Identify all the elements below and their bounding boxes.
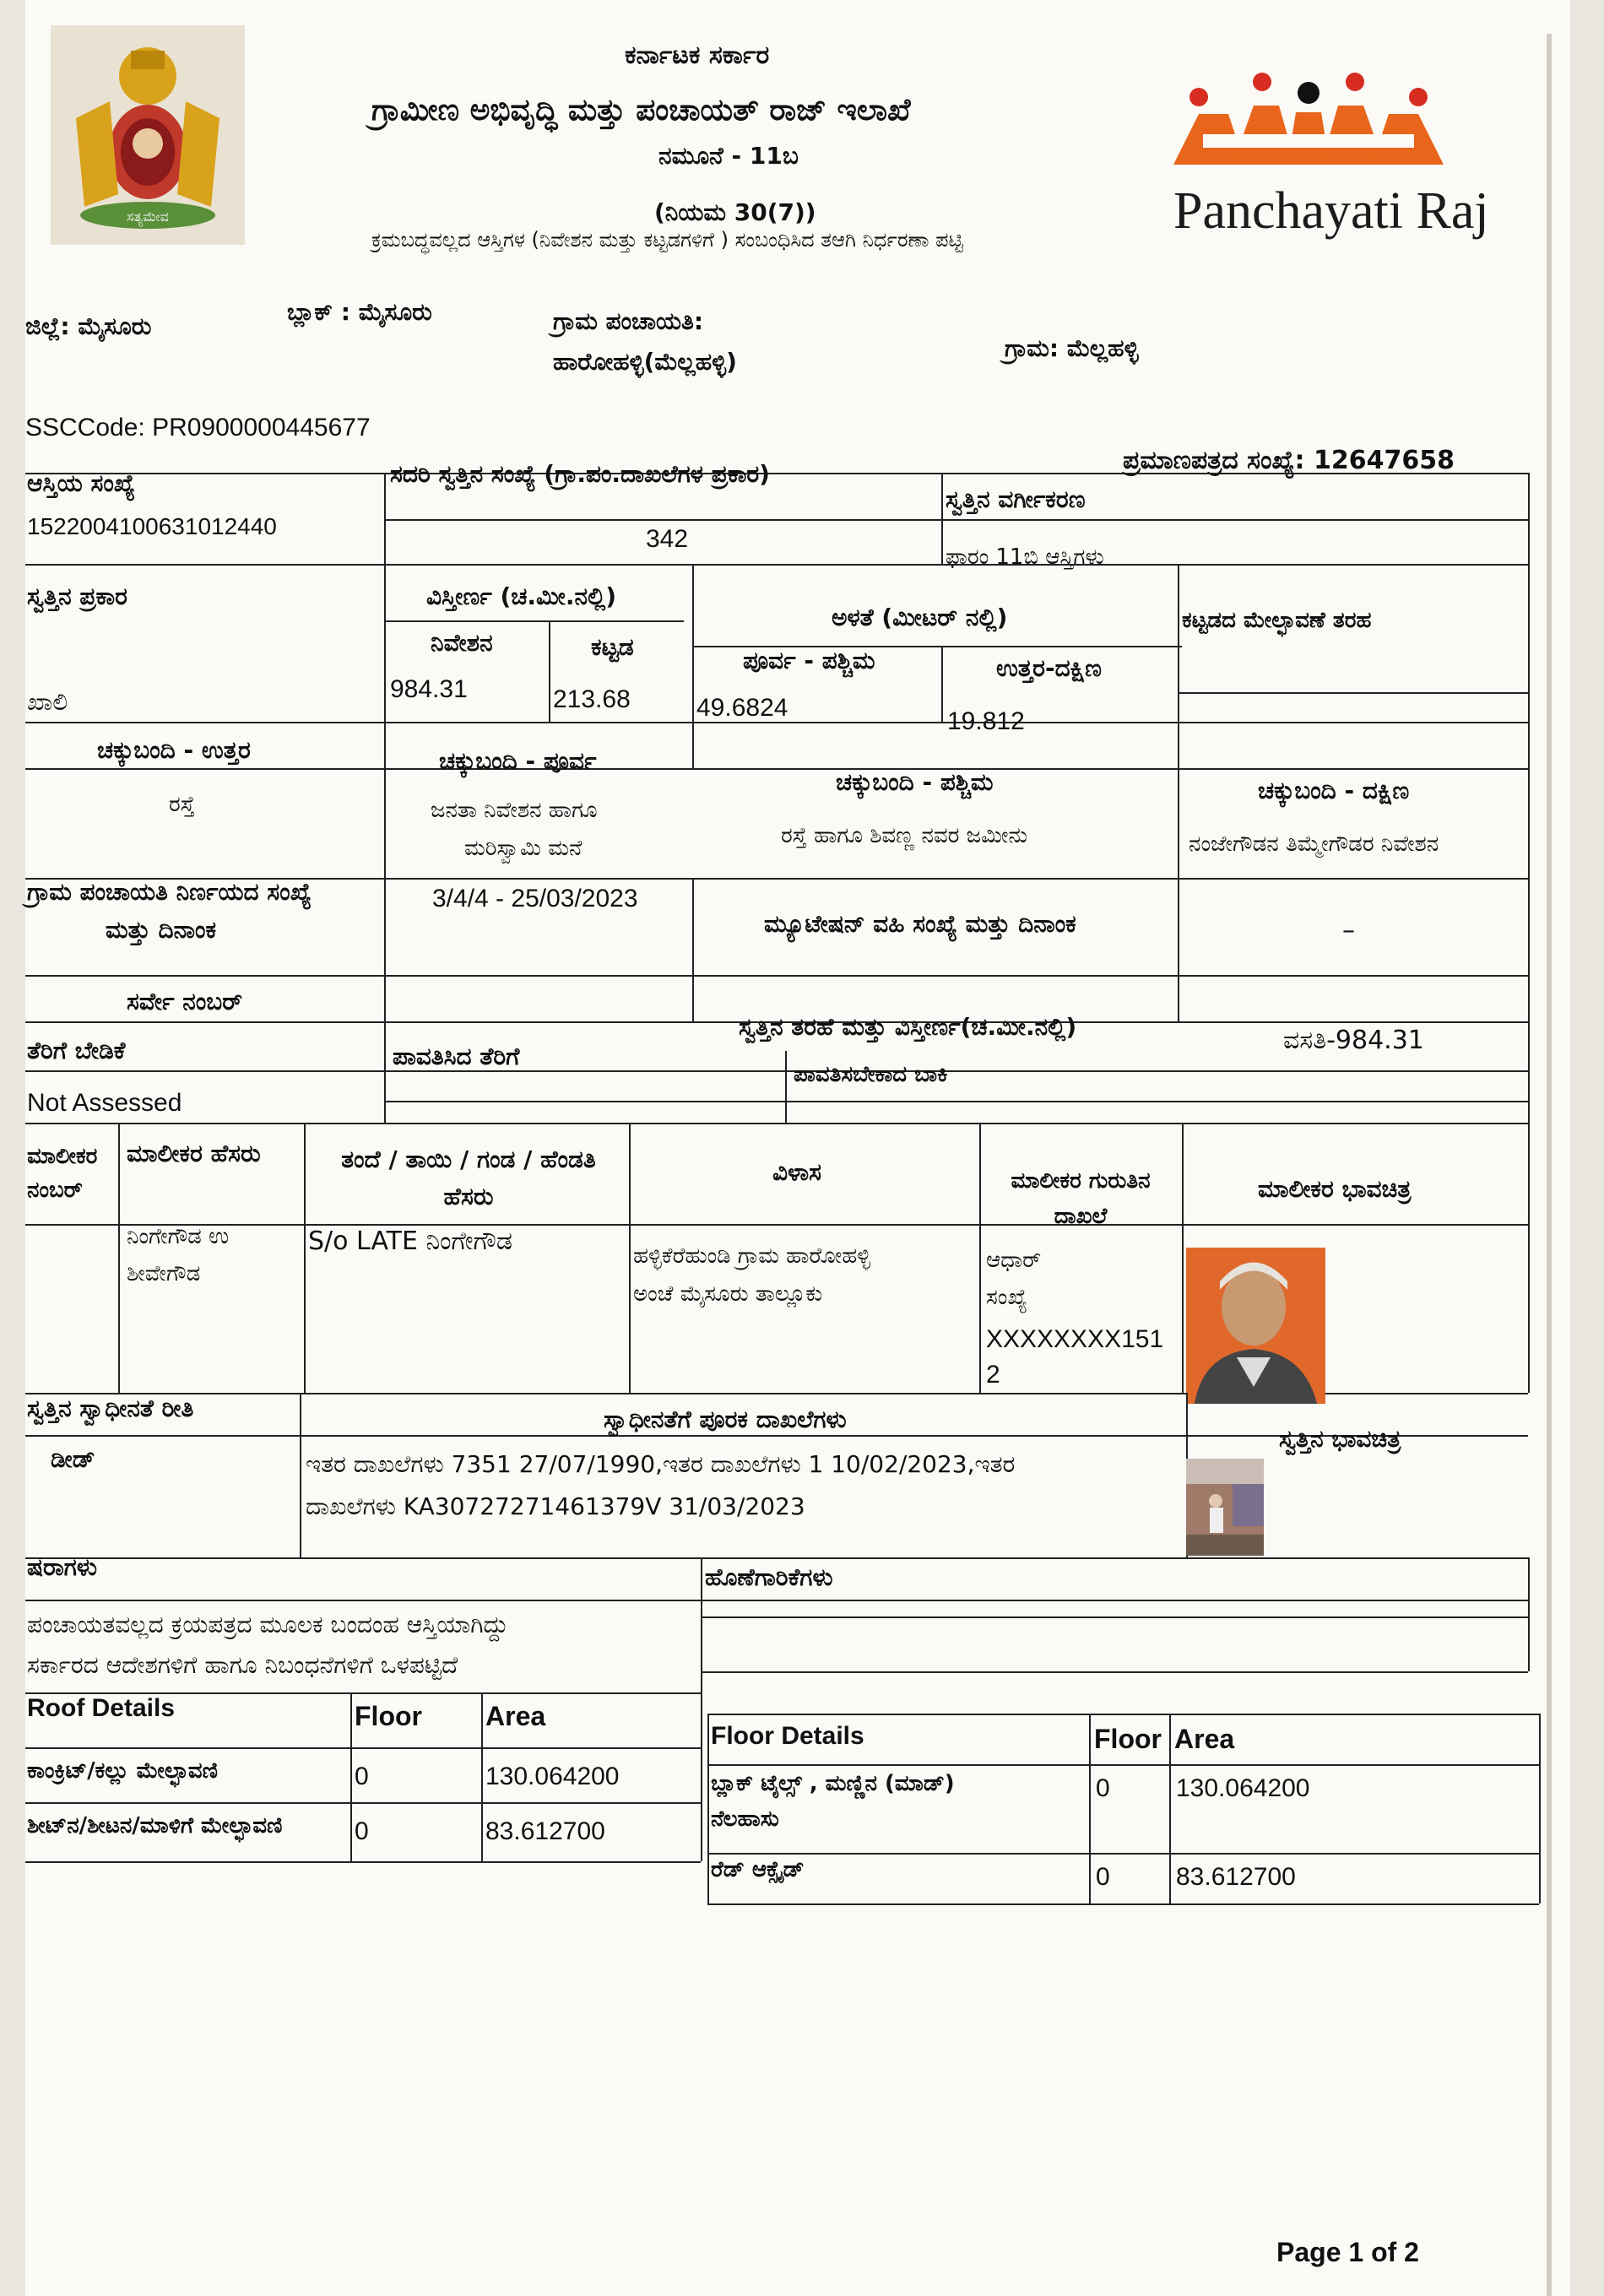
site-label: ನಿವೇಶನ [431,629,493,657]
floor-floor-header: Floor [1094,1724,1162,1754]
gp-property-no-value: 342 [646,525,689,553]
form-number: ನಮೂನೆ - 11ಬ [658,142,799,170]
rule-number: (ನಿಯಮ 30(7)) [654,198,816,226]
owner-address-header: ವಿಳಾಸ [772,1158,822,1186]
district: ಜಿಲ್ಲೆ: ಮೈಸೂರು [25,312,152,340]
mutation-value: – [1342,916,1355,945]
roof-type-label: ಕಟ್ಟಡದ ಮೇಲ್ಛಾವಣೆ ತರಹ [1182,608,1372,633]
floor-row-1-area: 130.064200 [1176,1774,1310,1802]
floor-row-2-floor: 0 [1096,1863,1110,1891]
floor-row-2-type-1: ರೆಡ್ ಆಕ್ಸೈಡ್ [711,1857,805,1882]
roof-floor-header: Floor [355,1701,422,1731]
resolution-label-1: ಗ್ರಾಮ ಪಂಚಾಯತಿ ನಿರ್ಣಯದ ಸಂಖ್ಯೆ [27,878,312,906]
floor-row-1-type-2: ನೆಲಹಾಸು [711,1806,779,1832]
village: ಗ್ರಾಮ: ಮೆಲ್ಲಹಳ್ಳಿ [1005,334,1139,362]
boundary-south-label: ಚಕ್ಕುಬಂದಿ - ದಕ್ಷಿಣ [1258,777,1410,804]
classification-label: ಸ್ವತ್ತಿನ ವರ್ಗೀಕರಣ [946,485,1086,513]
north-south-label: ಉತ್ತರ-ದಕ್ಷಿಣ [996,654,1102,682]
resolution-label-2: ಮತ್ತು ದಿನಾಂಕ [106,916,217,944]
roof-row-2-type: ಶೀಟ್‌ನ/ಶೀಟನ/ಮಾಳಿಗೆ ಮೇಲ್ಛಾವಣಿ [27,1813,283,1838]
page-number: Page 1 of 2 [1276,2237,1419,2267]
owner-relation: S/o LATE ನಿಂಗೇಗೌಡ [308,1227,512,1256]
gp-property-no-label: ಸದರಿ ಸ್ವತ್ತಿನ ಸಂಖ್ಯೆ (ಗ್ರಾ.ಪಂ.ದಾಖಲೆಗಳ ಪ್ರಕಾರ) [390,460,770,488]
dept-title: ಗ್ರಾಮೀಣ ಅಭಿವೃದ್ಧಿ ಮತ್ತು ಪಂಚಾಯತ್ ರಾಜ್ ಇಲಾಖೆ [371,93,911,127]
property-use-value: ವಸತಿ-984.31 [1283,1026,1424,1055]
owner-id-2: ಸಂಖ್ಯೆ [986,1285,1027,1310]
ownership-mode-label: ಸ್ವತ್ತಿನ ಸ್ವಾಧೀನತೆ ರೀತಿ [27,1394,194,1422]
owner-photo-header: ಮಾಲೀಕರ ಭಾವಚಿತ್ರ [1258,1175,1412,1203]
govt-title: ಕರ್ನಾಟಕ ಸರ್ಕಾರ [625,41,770,70]
tax-balance-label: ಪಾವತಿಸಬೇಕಾದ ಬಾಕಿ [794,1062,948,1087]
mutation-label: ಮ್ಯೂಟೇಷನ್ ವಹಿ ಸಂಖ್ಯೆ ಮತ್ತು ದಿನಾಂಕ [764,910,1076,938]
owner-name-header: ಮಾಲೀಕರ ಹೆಸರು [127,1140,261,1167]
liabilities-label: ಹೊಣೆಗಾರಿಕೆಗಳು [705,1563,833,1591]
logo-caption: Panchayati Raj [1173,182,1489,240]
area-label: ವಿಸ್ತೀರ್ಣ (ಚ.ಮೀ.ನಲ್ಲಿ) [426,582,617,610]
building-area-value: 213.68 [553,685,631,713]
property-type-value: ಖಾಲಿ [27,688,68,716]
page-edge [1547,34,1552,2296]
ownership-docs-label: ಸ್ವಾಧೀನತೆಗೆ ಪೂರಕ ದಾಖಲೆಗಳು [604,1405,847,1433]
boundary-east-label: ಚಕ್ಕುಬಂದಿ - ಪೂರ್ವ [439,747,597,775]
property-photo [1186,1459,1264,1556]
owner-photo [1186,1248,1325,1404]
roof-row-2-area: 83.612700 [485,1817,605,1845]
site-area-value: 984.31 [390,675,468,703]
taluk: ಬ್ಲಾಕ್ : ಮೈಸೂರು [287,298,432,326]
east-west-value: 49.6824 [696,694,788,722]
ownership-mode-value: ಡೀಡ್ [51,1445,95,1473]
remarks-line2: ಸರ್ಕಾರದ ಆದೇಶಗಳಿಗೆ ಹಾಗೂ ನಿಬಂಧನೆಗಳಿಗೆ ಒಳಪಟ್ಟಿದೆ [27,1651,458,1679]
property-id-label: ಆಸ್ತಿಯ ಸಂಖ್ಯೆ [27,469,136,497]
roof-row-1-type: ಕಾಂಕ್ರಿಟ್/ಕಲ್ಲು ಮೇಲ್ಛಾವಣಿ [27,1758,218,1784]
boundary-south-value: ನಂಜೇಗೌಡನ ತಿಮ್ಮೇಗೌಡರ ನಿವೇಶನ [1189,831,1439,857]
owner-id-header: ಮಾಲೀಕರ ಗುರುತಿನ ದಾಖಲೆ [1011,1168,1151,1229]
doc-subtitle: ಕ್ರಮಬದ್ಧವಲ್ಲದ ಆಸ್ತಿಗಳ (ನಿವೇಶನ ಮತ್ತು ಕಟ್ಟಡಗಳಿಗೆ ) ಸಂಬಂಧಿಸಿದ ತಆಗಿ ನಿರ್ಧರಣಾ ಪಟ್ಟಿ [371,228,963,252]
ownership-docs-line2: ದಾಖಲೆಗಳು KA30727271461379V 31/03/2023 [306,1492,805,1520]
owner-address-2: ಅಂಚೆ ಮೈಸೂರು ತಾಲ್ಲೂಕು [633,1281,823,1307]
owner-id-1: ಆಧಾರ್ [986,1248,1042,1273]
owner-name-2: ಶೀವೇಗೌಡ [127,1261,201,1286]
floor-area-header: Area [1174,1724,1235,1754]
boundary-north-label: ಚಕ್ಕುಬಂದಿ - ಉತ್ತರ [97,736,251,764]
gp-value: ಹಾರೋಹಳ್ಳಿ(ಮೆಲ್ಲಹಳ್ಳಿ) [553,348,737,376]
owner-relation-header: ತಂದೆ / ತಾಯಿ / ಗಂಡ / ಹೆಂಡತಿ ಹೆಸರು [341,1145,596,1210]
assessment-status: Not Assessed [27,1089,182,1117]
owner-id-3: XXXXXXXX151 [986,1325,1164,1353]
owner-id-4: 2 [986,1361,1000,1389]
gp-label: ಗ್ರಾಮ ಪಂಚಾಯತಿ: [553,307,704,335]
roof-row-1-floor: 0 [355,1763,369,1790]
resolution-value: 3/4/4 - 25/03/2023 [432,885,638,912]
property-type-label: ಸ್ವತ್ತಿನ ಪ್ರಕಾರ [27,582,127,610]
north-south-value: 19.812 [947,707,1025,735]
dimension-label: ಅಳತೆ (ಮೀಟರ್ ನಲ್ಲಿ) [832,604,1008,631]
owner-name-1: ನಿಂಗೇಗೌಡ ಉ [127,1224,230,1249]
property-photo-label: ಸ್ವತ್ತಿನ ಭಾವಚಿತ್ರ [1279,1425,1401,1453]
roof-area-header: Area [485,1701,546,1731]
roof-row-2-floor: 0 [355,1817,369,1845]
tax-demand-label: ತೆರಿಗೆ ಬೇಡಿಕೆ [27,1037,126,1064]
karnataka-emblem [51,25,245,245]
tax-paid-label: ಪಾವತಿಸಿದ ತೆರಿಗೆ [393,1042,520,1070]
ssc-code: SSCCode: PR0900000445677 [25,414,371,441]
boundary-east-value-1: ಜನತಾ ನಿವೇಶನ ಹಾಗೂ [431,798,598,823]
floor-row-2-area: 83.612700 [1176,1863,1296,1891]
property-use-label: ಸ್ವತ್ತಿನ ತರಹೆ ಮತ್ತು ವಿಸ್ತೀರ್ಣ(ಚ.ಮೀ.ನಲ್ಲಿ) [739,1013,1077,1041]
boundary-east-value-2: ಮರಿಸ್ವಾಮಿ ಮನೆ [464,836,583,861]
remarks-label: ಷರಾಗಳು [27,1553,97,1581]
owner-no-header: ಮಾಲೀಕರ ನಂಬರ್ [27,1144,98,1203]
classification-value: ಫಾರಂ 11ಬಿ ಆಸ್ತಿಗಳು [946,544,1104,570]
floor-row-1-floor: 0 [1096,1774,1110,1802]
floor-row-1-type-1: ಬ್ಲಾಕ್ ಟೈಲ್ಸ್ , ಮಣ್ಣಿನ (ಮಾಡ್) [711,1771,955,1796]
remarks-line1: ಪಂಚಾಯತವಲ್ಲದ ಕ್ರಯಪತ್ರದ ಮೂಲಕ ಬಂದಂಹ ಆಸ್ತಿಯಾಗಿದ್ದು [27,1611,509,1638]
owner-address-1: ಹಳ್ಳಿಕೆರೆಹುಂಡಿ ಗ್ರಾಮ ಹಾರೋಹಳ್ಳಿ [633,1243,871,1269]
floor-details-title: Floor Details [711,1722,864,1750]
panchayati-raj-logo [1169,63,1489,257]
roof-details-title: Roof Details [27,1694,176,1722]
boundary-north-value: ರಸ್ತೆ [169,792,195,817]
boundary-west-value: ರಸ್ತೆ ಹಾಗೂ ಶಿವಣ್ಣ ನವರ ಜಮೀನು [781,823,1028,848]
survey-label: ಸರ್ವೇ ನಂಬರ್ [127,988,243,1015]
boundary-west-label: ಚಕ್ಕುಬಂದಿ - ಪಶ್ಚಿಮ [836,768,994,796]
roof-row-1-area: 130.064200 [485,1763,620,1790]
property-id-value: 1522004100631012440 [27,513,277,539]
svg-text:ಸತ್ಯಮೇವ: ಸತ್ಯಮೇವ [127,208,169,225]
certificate-number: ಪ್ರಮಾಣಪತ್ರದ ಸಂಖ್ಯೆ: 12647658 [1123,446,1455,475]
ownership-docs-line1: ಇತರ ದಾಖಲೆಗಳು 7351 27/07/1990,ಇತರ ದಾಖಲೆಗಳು 1 10/02/2023,ಇತರ [306,1450,1016,1478]
building-label: ಕಟ್ಟಡ [591,633,634,661]
east-west-label: ಪೂರ್ವ - ಪಶ್ಚಿಮ [743,647,875,674]
